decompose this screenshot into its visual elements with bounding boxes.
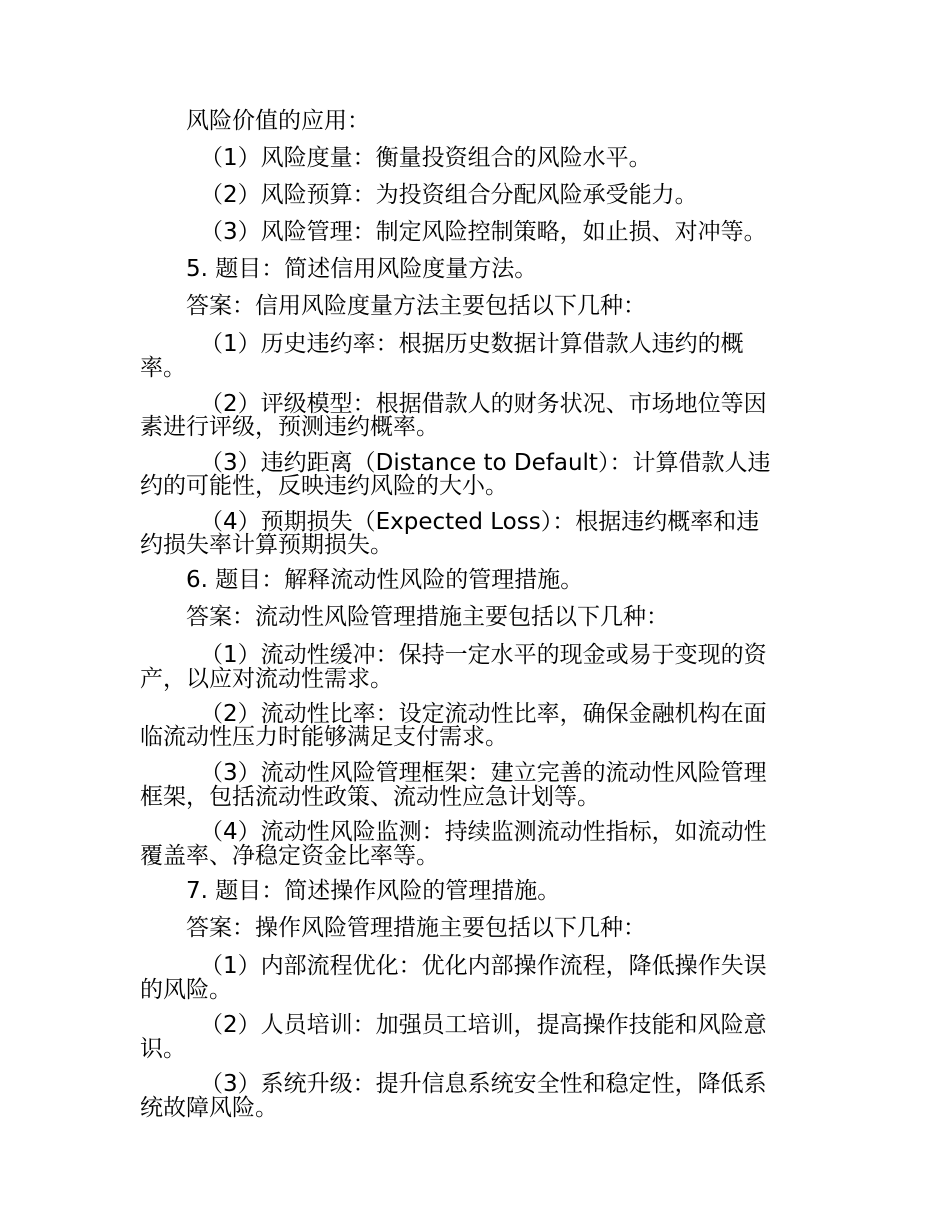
answer-6-intro: 答案：流动性风险管理措施主要包括以下几种： (186, 604, 669, 630)
q6-item-2-line1: （2）流动性比率：设定流动性比率，确保金融机构在面 (200, 701, 767, 727)
q6-item-2-line2: 临流动性压力时能够满足支付需求。 (140, 724, 508, 750)
var-item-3: （3）风险管理：制定风险控制策略，如止损、对冲等。 (200, 219, 767, 245)
question-6: 6. 题目：解释流动性风险的管理措施。 (186, 567, 584, 593)
q6-item-3-line2: 框架，包括流动性政策、流动性应急计划等。 (140, 784, 600, 810)
q7-item-3-line1: （3）系统升级：提升信息系统安全性和稳定性，降低系 (200, 1071, 767, 1097)
var-item-2: （2）风险预算：为投资组合分配风险承受能力。 (200, 182, 698, 208)
q6-item-1-line2: 产，以应对流动性需求。 (140, 666, 393, 692)
var-item-1: （1）风险度量：衡量投资组合的风险水平。 (200, 145, 652, 171)
q6-item-4-line1: （4）流动性风险监测：持续监测流动性指标，如流动性 (200, 819, 767, 845)
q6-item-3-line1: （3）流动性风险管理框架：建立完善的流动性风险管理 (200, 760, 767, 786)
question-5: 5. 题目：简述信用风险度量方法。 (186, 256, 538, 282)
q5-item-3-line1: （3）违约距离（Distance to Default）：计算借款人违 (200, 450, 771, 476)
q7-item-3-line2: 统故障风险。 (140, 1095, 278, 1121)
q5-item-1-line1: （1）历史违约率：根据历史数据计算借款人违约的概 (200, 331, 744, 357)
q5-item-1-line2: 率。 (140, 355, 186, 381)
q5-item-4-line1: （4）预期损失（Expected Loss）：根据违约概率和违 (200, 509, 760, 535)
q6-item-1-line1: （1）流动性缓冲：保持一定水平的现金或易于变现的资 (200, 642, 767, 668)
q7-item-1-line1: （1）内部流程优化：优化内部操作流程，降低操作失误 (200, 953, 767, 979)
q7-item-1-line2: 的风险。 (140, 977, 232, 1003)
q5-item-2-line1: （2）评级模型：根据借款人的财务状况、市场地位等因 (200, 391, 767, 417)
q7-item-2-line2: 识。 (140, 1036, 186, 1062)
answer-7-intro: 答案：操作风险管理措施主要包括以下几种： (186, 915, 646, 941)
var-application-heading: 风险价值的应用： (186, 108, 370, 134)
question-7: 7. 题目：简述操作风险的管理措施。 (186, 878, 561, 904)
q5-item-2-line2: 素进行评级，预测违约概率。 (140, 414, 439, 440)
q7-item-2-line1: （2）人员培训：加强员工培训，提高操作技能和风险意 (200, 1012, 767, 1038)
q5-item-4-line2: 约损失率计算预期损失。 (140, 532, 393, 558)
q6-item-4-line2: 覆盖率、净稳定资金比率等。 (140, 843, 439, 869)
answer-5-intro: 答案：信用风险度量方法主要包括以下几种： (186, 293, 646, 319)
q5-item-3-line2: 约的可能性，反映违约风险的大小。 (140, 473, 508, 499)
